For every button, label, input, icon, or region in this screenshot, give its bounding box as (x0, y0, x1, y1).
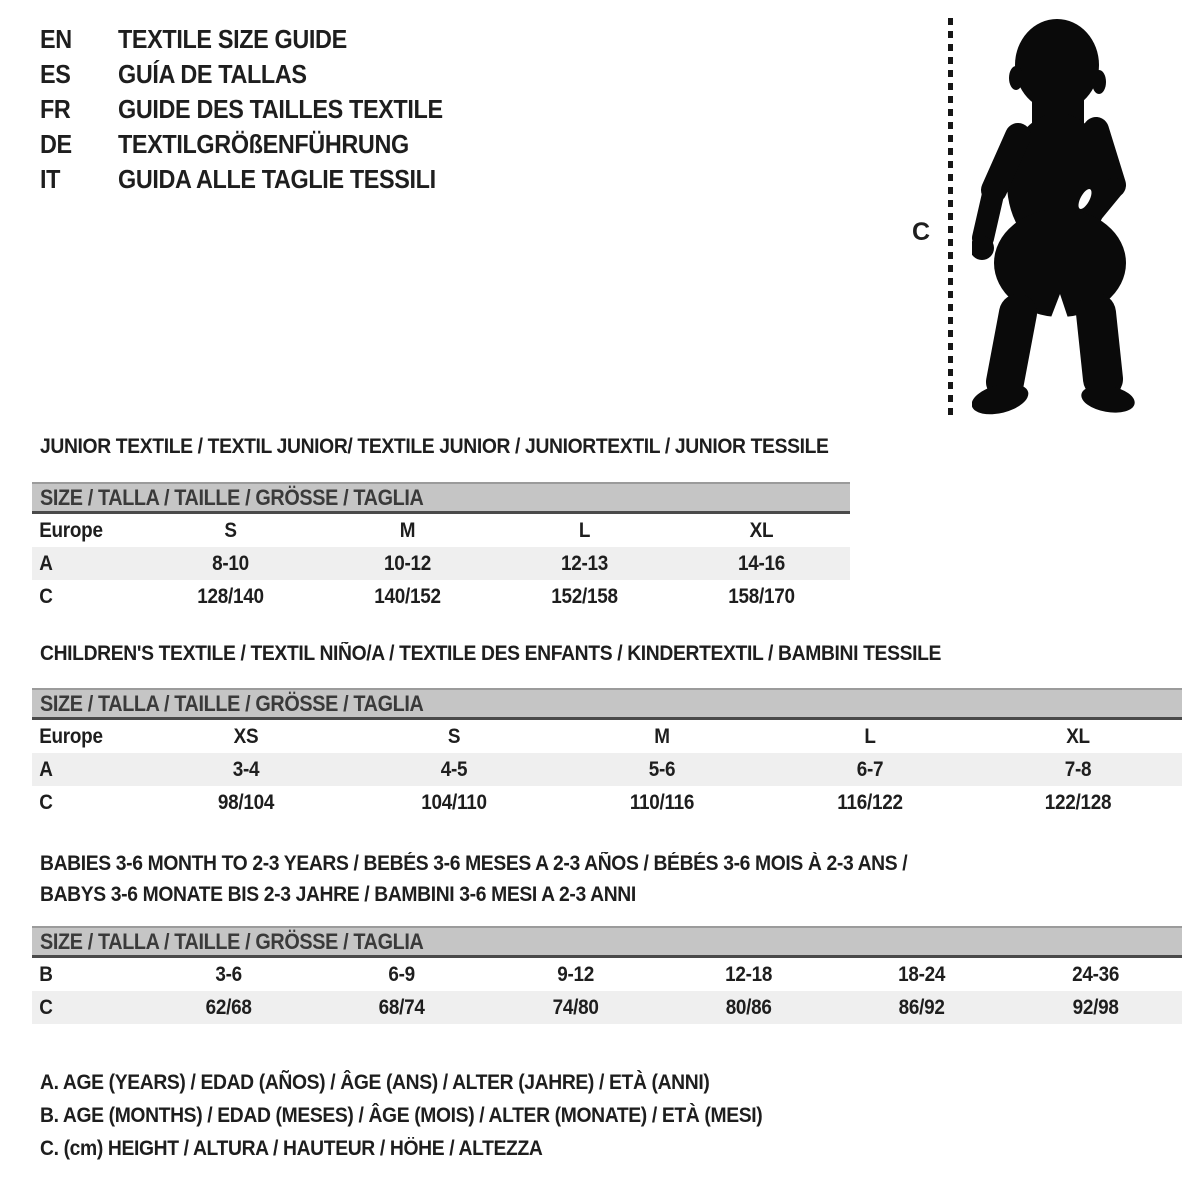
language-row (40, 162, 479, 197)
table-cell: 152/158 (551, 584, 618, 608)
table-cell: 98/104 (217, 790, 275, 814)
table-row (32, 753, 1182, 786)
language-title-list (40, 22, 479, 197)
section-title-babies-line1: BABIES 3-6 MONTH TO 2-3 YEARS / BEBÉS 3-6 MESES A 2-3 AÑOS / BÉBÉS 3-6 MOIS À 2-3 ANS / (40, 852, 908, 875)
guide-title: GUIDE DES TAILLES TEXTILE (118, 94, 443, 124)
language-row (40, 92, 479, 127)
section-title-children: CHILDREN'S TEXTILE / TEXTIL NIÑO/A / TEXTILE DES ENFANTS / KINDERTEXTIL / BAMBINI TESSILE (40, 642, 942, 665)
size-header-bar (32, 688, 1182, 720)
babies-size-table (32, 926, 1182, 1024)
children-size-table (32, 688, 1182, 819)
table-cell: S (447, 724, 461, 748)
table-cell: 8-10 (212, 551, 249, 575)
row-label: C (39, 995, 53, 1019)
table-cell: 6-9 (388, 962, 416, 986)
table-cell: 6-7 (856, 757, 884, 781)
table-cell: 62/68 (205, 995, 252, 1019)
language-code: IT (40, 164, 61, 194)
table-cell: 140/152 (374, 584, 441, 608)
size-header-label: SIZE / TALLA / TAILLE / GRÖSSE / TAGLIA (40, 484, 424, 510)
size-header-label: SIZE / TALLA / TAILLE / GRÖSSE / TAGLIA (40, 928, 424, 954)
table-cell: L (578, 518, 591, 542)
table-cell: 18-24 (898, 962, 946, 986)
row-label: A (39, 551, 53, 575)
language-code: EN (40, 24, 72, 54)
table-cell: L (864, 724, 876, 748)
measure-legend (40, 1066, 825, 1165)
section-title-junior: JUNIOR TEXTILE / TEXTIL JUNIOR/ TEXTILE JUNIOR / JUNIORTEXTIL / JUNIOR TESSILE (40, 435, 829, 458)
row-label: Europe (39, 518, 103, 542)
table-cell: 14-16 (738, 551, 785, 575)
row-label: B (39, 962, 53, 986)
size-header-bar (32, 482, 850, 514)
language-row (40, 57, 479, 92)
table-cell: 68/74 (379, 995, 425, 1019)
row-label: A (39, 757, 53, 781)
legend-line-b: B. AGE (MONTHS) / EDAD (MESES) / ÂGE (MOIS) / ALTER (MONATE) / ETÀ (MESI) (40, 1104, 763, 1127)
table-cell: 80/86 (725, 995, 772, 1019)
guide-title: GUIDA ALLE TAGLIE TESSILI (118, 164, 436, 194)
table-row (32, 720, 1182, 753)
table-cell: 92/98 (1072, 995, 1119, 1019)
table-cell: M (654, 724, 670, 748)
height-measure-dashed-line (948, 18, 953, 416)
table-cell: XL (1066, 724, 1090, 748)
table-cell: 24-36 (1071, 962, 1119, 986)
table-cell: 5-6 (648, 757, 676, 781)
size-header-bar (32, 926, 1182, 958)
row-label: C (39, 790, 53, 814)
table-cell: 122/128 (1044, 790, 1112, 814)
table-cell: 74/80 (552, 995, 599, 1019)
table-cell: 4-5 (440, 757, 468, 781)
language-code: ES (40, 59, 71, 89)
table-row (32, 786, 1182, 819)
table-cell: 158/170 (728, 584, 795, 608)
language-row (40, 127, 479, 162)
table-cell: 10-12 (384, 551, 431, 575)
legend-line-a: A. AGE (YEARS) / EDAD (AÑOS) / ÂGE (ANS) / ALTER (JAHRE) / ETÀ (ANNI) (40, 1071, 710, 1094)
toddler-silhouette-icon (972, 18, 1142, 418)
table-cell: 104/110 (421, 790, 487, 814)
table-row (32, 580, 850, 613)
height-measure-label: C (912, 218, 931, 246)
table-row (32, 991, 1182, 1024)
table-cell: 7-8 (1064, 757, 1092, 781)
table-cell: 128/140 (197, 584, 264, 608)
table-cell: M (399, 518, 416, 542)
table-cell: 116/122 (837, 790, 903, 814)
language-row (40, 22, 479, 57)
row-label: Europe (39, 724, 103, 748)
guide-title: TEXTILGRÖßENFÜHRUNG (118, 129, 409, 159)
table-cell: 12-18 (725, 962, 773, 986)
guide-title: GUÍA DE TALLAS (118, 59, 307, 89)
junior-size-table (32, 482, 850, 613)
row-label: C (39, 584, 53, 608)
table-row (32, 958, 1182, 991)
table-cell: 86/92 (899, 995, 945, 1019)
table-cell: XS (233, 724, 259, 748)
table-row (32, 547, 850, 580)
legend-line-c: C. (cm) HEIGHT / ALTURA / HAUTEUR / HÖHE / ALTEZZA (40, 1137, 543, 1160)
size-header-label: SIZE / TALLA / TAILLE / GRÖSSE / TAGLIA (40, 690, 424, 716)
language-code: FR (40, 94, 71, 124)
table-row (32, 514, 850, 547)
table-cell: 3-6 (215, 962, 242, 986)
guide-title: TEXTILE SIZE GUIDE (118, 24, 347, 54)
section-title-babies-line2: BABYS 3-6 MONATE BIS 2-3 JAHRE / BAMBINI 3-6 MESI A 2-3 ANNI (40, 883, 636, 906)
table-cell: 12-13 (561, 551, 608, 575)
language-code: DE (40, 129, 72, 159)
table-cell: XL (749, 518, 774, 542)
table-cell: 3-4 (232, 757, 260, 781)
table-cell: 9-12 (556, 962, 594, 986)
table-cell: S (224, 518, 237, 542)
table-cell: 110/116 (629, 790, 695, 814)
